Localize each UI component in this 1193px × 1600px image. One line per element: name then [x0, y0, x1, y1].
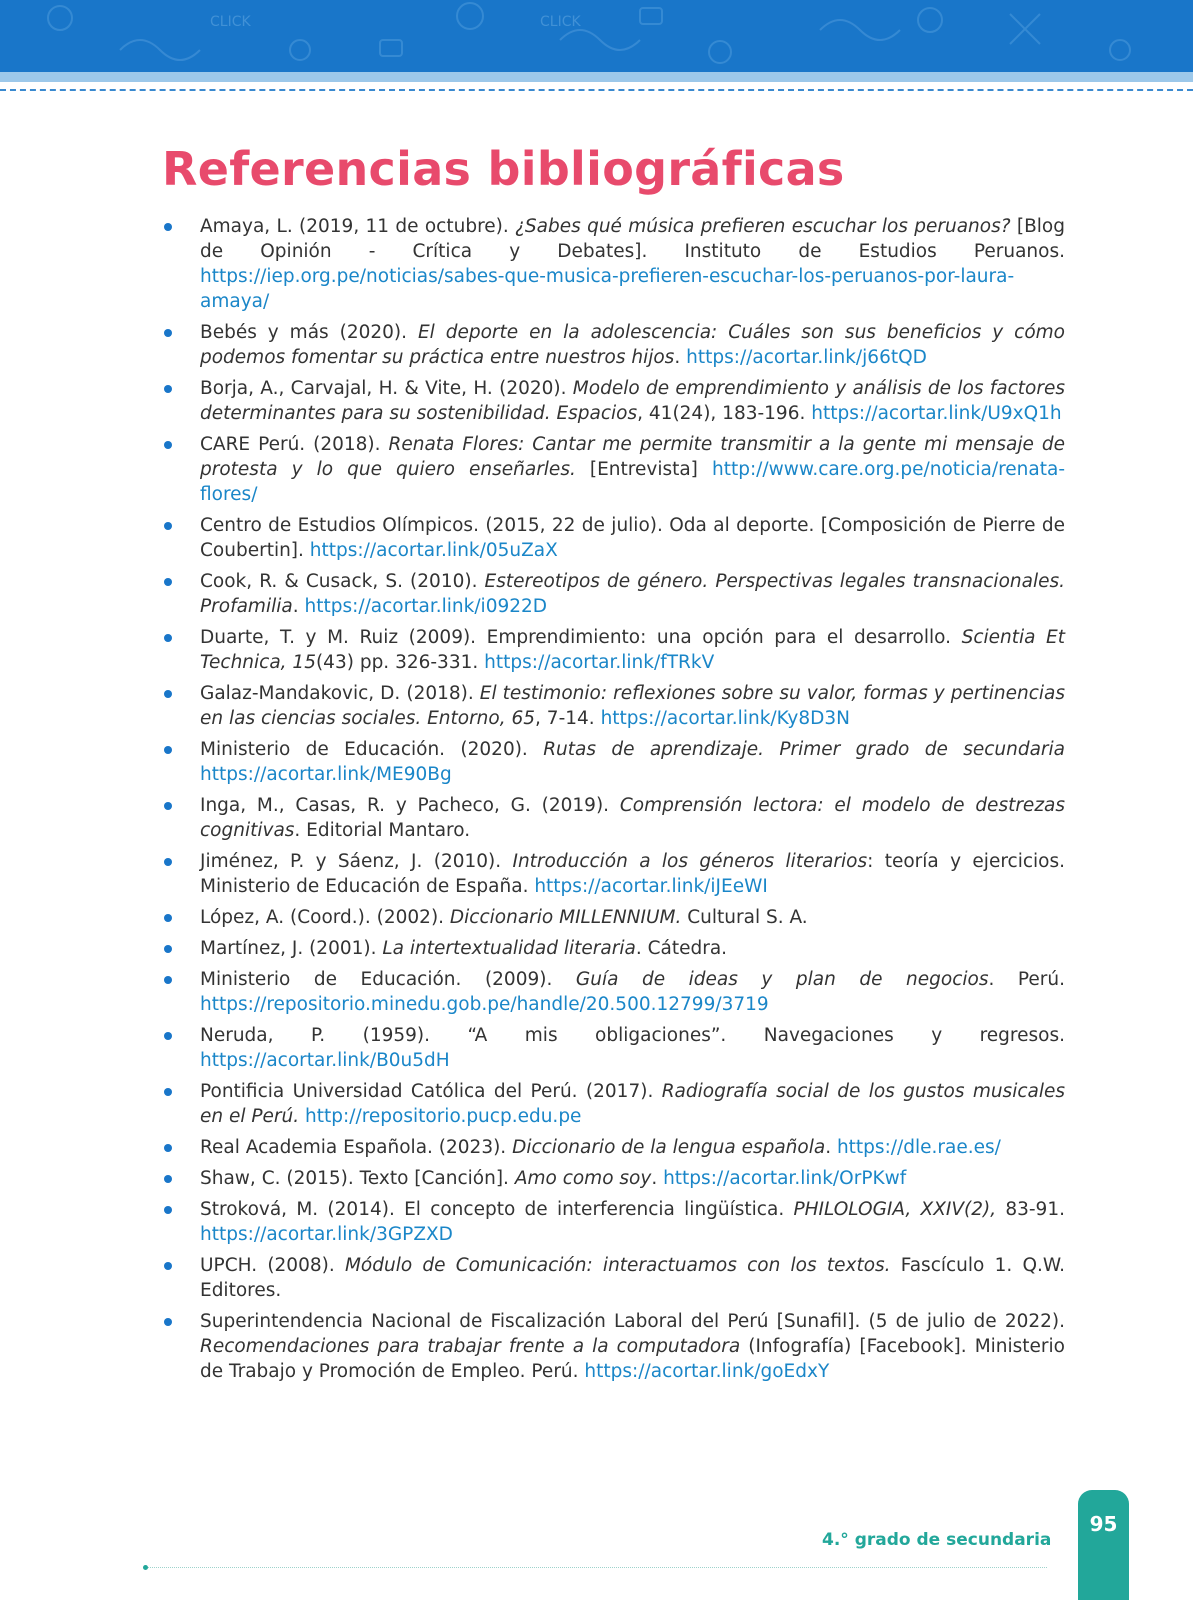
bullet-icon	[164, 1318, 172, 1326]
reference-title-italic: Comprensión lectora: el modelo de destrezas cognitivas	[200, 795, 1066, 841]
reference-text: Fascículo 1. Q.W. Editores.	[200, 1255, 1065, 1301]
reference-text: CARE Perú. (2018).	[200, 434, 389, 455]
bullet-icon	[164, 385, 172, 393]
reference-text: [Entrevista]	[575, 459, 712, 480]
reference-title-italic: Guía de ideas y plan de negocios	[575, 969, 989, 990]
reference-item	[158, 376, 1065, 426]
reference-item	[158, 1166, 1065, 1191]
reference-text: Centro de Estudios Olímpicos. (2015, 22 de julio). Oda al deporte. [Composición de Pierre de Coubertin].	[200, 515, 1065, 561]
reference-text: Amaya, L. (2019, 11 de octubre).	[200, 216, 516, 237]
reference-text: , 7-14.	[535, 708, 601, 729]
reference-link[interactable]: https://acortar.link/U9xQ1h	[811, 403, 1062, 424]
page-number-tab	[1078, 1490, 1129, 1600]
footer-grade-label: 4.° grado de secundaria	[822, 1530, 1052, 1550]
reference-item	[158, 1197, 1065, 1247]
banner-doodle-text: CLICK	[210, 14, 251, 30]
reference-link[interactable]: https://acortar.link/05uZaX	[309, 540, 558, 561]
reference-title-italic: La intertextualidad literaria	[382, 938, 636, 959]
reference-text: [Blog de Opinión - Crítica y Debates]. Instituto de Estudios Peruanos.	[200, 216, 1065, 262]
reference-title-italic: Diccionario MILLENNIUM.	[449, 907, 682, 928]
reference-text: .	[674, 347, 687, 368]
reference-item	[158, 432, 1065, 507]
bullet-icon	[164, 690, 172, 698]
reference-text: .	[825, 1137, 837, 1158]
reference-title-italic: Scientia Et Technica, 15	[200, 627, 1065, 673]
reference-text: López, A. (Coord.). (2002).	[200, 907, 450, 928]
reference-text: Real Academia Española. (2023).	[200, 1137, 513, 1158]
reference-title-italic: Recomendaciones para trabajar frente a la computadora	[200, 1336, 741, 1357]
reference-link[interactable]: https://iep.org.pe/noticias/sabes-que-musica-prefieren-escuchar-los-peruanos-por-laura-amaya/	[200, 266, 1015, 312]
banner-doodle-pattern	[0, 0, 1193, 72]
reference-title-italic: El testimonio: reflexiones sobre su valor, formas y pertinencias en las ciencias sociales. Entorno, 65	[200, 683, 1065, 729]
reference-link[interactable]: https://acortar.link/fTRkV	[484, 652, 715, 673]
bullet-icon	[164, 945, 172, 953]
reference-text: 83-91.	[996, 1199, 1065, 1220]
reference-link[interactable]: https://acortar.link/ME90Bg	[200, 764, 452, 785]
reference-item	[158, 793, 1065, 843]
reference-text: .	[651, 1168, 664, 1189]
reference-item	[158, 1309, 1065, 1384]
bullet-icon	[164, 1032, 172, 1040]
page-number: 95	[1089, 1512, 1118, 1536]
bullet-icon	[164, 329, 172, 337]
reference-link[interactable]: https://acortar.link/goEdxY	[584, 1361, 830, 1382]
banner-dashed-line	[0, 89, 1193, 91]
reference-item	[158, 1023, 1065, 1073]
reference-link[interactable]: https://acortar.link/3GPZXD	[200, 1224, 453, 1245]
reference-text: Martínez, J. (2001).	[200, 938, 383, 959]
reference-item	[158, 625, 1065, 675]
bullet-icon	[164, 223, 172, 231]
reference-item	[158, 513, 1065, 563]
reference-text: Shaw, C. (2015). Texto [Canción].	[200, 1168, 515, 1189]
reference-item	[158, 1135, 1065, 1160]
reference-text: . Editorial Mantaro.	[294, 820, 471, 841]
reference-item	[158, 905, 1065, 930]
reference-link[interactable]: https://dle.rae.es/	[836, 1137, 1001, 1158]
bullet-icon	[164, 858, 172, 866]
reference-text: Inga, M., Casas, R. y Pacheco, G. (2019).	[200, 795, 620, 816]
reference-text: : teoría y ejercicios. Ministerio de Educación de España.	[200, 851, 1065, 897]
reference-text: . Perú.	[988, 969, 1065, 990]
reference-text: UPCH. (2008).	[200, 1255, 345, 1276]
reference-title-italic: Amo como soy	[514, 1168, 652, 1189]
reference-text: Cook, R. & Cusack, S. (2010).	[200, 571, 485, 592]
reference-text: .	[292, 596, 305, 617]
reference-text: Bebés y más (2020).	[200, 322, 418, 343]
banner-doodle-text: CLICK	[540, 14, 581, 30]
reference-text: Neruda, P. (1959). “A mis obligaciones”. Navegaciones y regresos.	[200, 1025, 1065, 1046]
reference-title-italic: Estereotipos de género. Perspectivas legales transnacionales. Profamilia	[200, 571, 1065, 617]
reference-text: Pontificia Universidad Católica del Perú. (2017).	[200, 1081, 662, 1102]
bullet-icon	[164, 522, 172, 530]
reference-text: Borja, A., Carvajal, H. & Vite, H. (2020).	[200, 378, 573, 399]
reference-item	[158, 967, 1065, 1017]
references-list	[158, 214, 1065, 1390]
reference-link[interactable]: http://www.care.org.pe/noticia/renata-flores/	[200, 459, 1065, 505]
top-banner	[0, 0, 1193, 72]
banner-stripe	[0, 72, 1193, 82]
reference-text: Stroková, M. (2014). El concepto de interferencia lingüística.	[200, 1199, 794, 1220]
reference-link[interactable]: https://acortar.link/B0u5dH	[200, 1050, 450, 1071]
bullet-icon	[164, 914, 172, 922]
reference-item	[158, 936, 1065, 961]
reference-title-italic: PHILOLOGIA, XXIV(2),	[793, 1199, 997, 1220]
reference-item	[158, 569, 1065, 619]
reference-title-italic: Rutas de aprendizaje. Primer grado de secundaria	[543, 739, 1066, 760]
reference-title-italic: Diccionario de la lengua española	[512, 1137, 826, 1158]
bullet-icon	[164, 976, 172, 984]
reference-text: (43) pp. 326-331.	[315, 652, 485, 673]
bullet-icon	[164, 802, 172, 810]
footer-dotted-line	[145, 1567, 1047, 1568]
reference-link[interactable]: https://acortar.link/iJEeWI	[534, 876, 768, 897]
reference-title-italic: Modelo de emprendimiento y análisis de los factores determinantes para su sostenibilidad. Espacios	[200, 378, 1065, 424]
reference-text: Ministerio de Educación. (2020).	[200, 739, 544, 760]
reference-text: Superintendencia Nacional de Fiscalización Laboral del Perú [Sunafil]. (5 de julio de 2022).	[200, 1311, 1065, 1332]
reference-title-italic: Radiografía social de los gustos musicales en el Perú.	[200, 1081, 1066, 1127]
reference-link[interactable]: https://acortar.link/Ky8D3N	[600, 708, 850, 729]
bullet-icon	[164, 441, 172, 449]
bullet-icon	[164, 1088, 172, 1096]
reference-title-italic: Renata Flores: Cantar me permite transmitir a la gente mi mensaje de protesta y lo que quiero enseñarles.	[200, 434, 1065, 480]
reference-item	[158, 849, 1065, 899]
page-title: Referencias bibliográficas	[162, 142, 845, 196]
reference-text: , 41(24), 183-196.	[637, 403, 812, 424]
reference-link[interactable]: https://acortar.link/i0922D	[304, 596, 548, 617]
reference-link[interactable]: https://repositorio.minedu.gob.pe/handle/20.500.12799/3719	[200, 994, 769, 1015]
reference-link[interactable]: https://acortar.link/j66tQD	[686, 347, 927, 368]
bullet-icon	[164, 578, 172, 586]
bullet-icon	[164, 634, 172, 642]
reference-item	[158, 681, 1065, 731]
bullet-icon	[164, 1144, 172, 1152]
bullet-icon	[164, 1175, 172, 1183]
footer-dot	[143, 1565, 148, 1570]
reference-link[interactable]: http://repositorio.pucp.edu.pe	[305, 1106, 582, 1127]
reference-item	[158, 1253, 1065, 1303]
reference-item	[158, 737, 1065, 787]
reference-item	[158, 214, 1065, 314]
reference-link[interactable]: https://acortar.link/OrPKwf	[663, 1168, 907, 1189]
reference-text: (Infografía) [Facebook]. Ministerio de Trabajo y Promoción de Empleo. Perú.	[200, 1336, 1065, 1382]
reference-text: Galaz-Mandakovic, D. (2018).	[200, 683, 480, 704]
reference-item	[158, 1079, 1065, 1129]
reference-text: . Cátedra.	[635, 938, 728, 959]
reference-item	[158, 320, 1065, 370]
bullet-icon	[164, 746, 172, 754]
reference-text: Cultural S. A.	[681, 907, 808, 928]
reference-text: Ministerio de Educación. (2009).	[200, 969, 576, 990]
reference-title-italic: El deporte en la adolescencia: Cuáles son sus beneficios y cómo podemos fomentar su práctica entre nuestros hijos	[200, 322, 1065, 368]
reference-title-italic: Introducción a los géneros literarios	[512, 851, 868, 872]
reference-title-italic: Módulo de Comunicación: interactuamos con los textos.	[344, 1255, 891, 1276]
reference-title-italic: ¿Sabes qué música prefieren escuchar los peruanos?	[515, 216, 1011, 237]
reference-text: Jiménez, P. y Sáenz, J. (2010).	[200, 851, 513, 872]
reference-text: Duarte, T. y M. Ruiz (2009). Emprendimiento: una opción para el desarrollo.	[200, 627, 962, 648]
bullet-icon	[164, 1262, 172, 1270]
bullet-icon	[164, 1206, 172, 1214]
